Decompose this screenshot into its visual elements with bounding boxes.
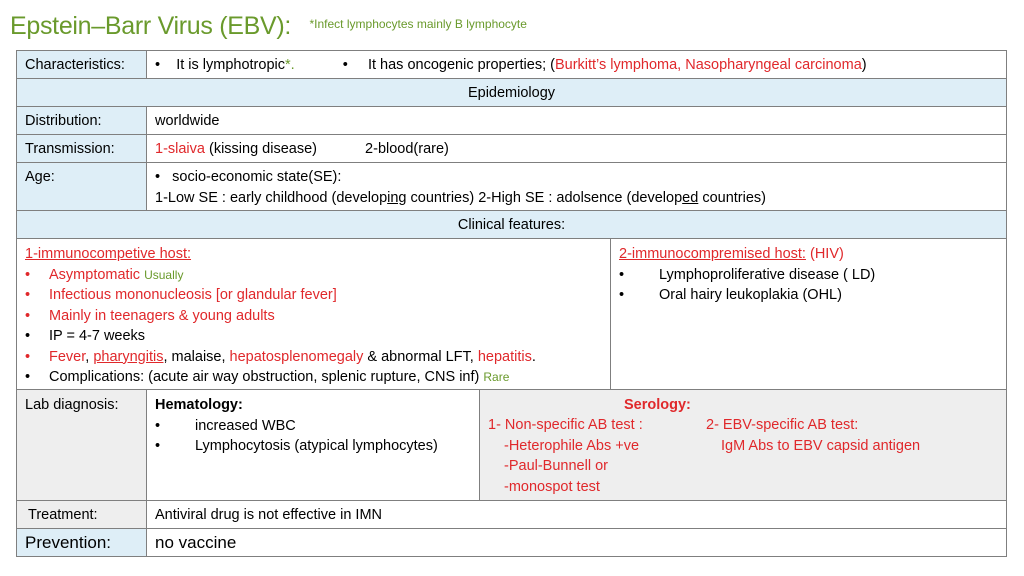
prevention-value: no vaccine bbox=[155, 533, 237, 552]
lymphocytosis-text: Lymphocytosis (atypical lymphocytes) bbox=[195, 438, 438, 454]
fever-text: Fever bbox=[49, 348, 86, 365]
transmission-value bbox=[147, 135, 1006, 162]
row-transmission bbox=[17, 135, 1006, 163]
epidemiology-heading: Epidemiology bbox=[467, 85, 556, 101]
transmission-v2: 2-blood(rare) bbox=[365, 141, 449, 157]
slide-title bbox=[10, 12, 527, 52]
bullet-icon: • bbox=[619, 266, 625, 283]
asymptomatic-text: Asymptomatic bbox=[49, 266, 145, 283]
bullet-icon: • bbox=[25, 287, 31, 303]
bullet-icon: • bbox=[25, 266, 31, 283]
paul-bunnell-text: -Paul-Bunnell or bbox=[504, 458, 608, 474]
age-line2-d: ed bbox=[682, 189, 699, 206]
hepatitis-text: hepatitis bbox=[477, 348, 532, 365]
title-main: Epstein–Barr Virus (EBV): bbox=[10, 12, 292, 40]
increased-text: increased bbox=[195, 417, 262, 434]
immunocompetent-cell bbox=[17, 239, 611, 389]
char-item1: It is lymphotropic bbox=[176, 57, 285, 73]
nonspecific-block bbox=[488, 415, 643, 497]
transmission-v1-rest: (kissing disease) bbox=[204, 141, 317, 157]
row-characteristics bbox=[17, 51, 1006, 79]
heterophile-text: -Heterophile Abs +ve bbox=[504, 437, 640, 454]
bullet-icon: • bbox=[25, 348, 31, 365]
nonspecific-title: 1- Non-specific AB test : bbox=[488, 417, 643, 433]
bullet-icon: • bbox=[25, 307, 31, 324]
row-age bbox=[17, 163, 1006, 211]
immunocompromised-cell bbox=[611, 239, 1006, 389]
info-table bbox=[16, 50, 1007, 557]
char-item2-red: Burkitt’s lymphoma, Nasopharyngeal carcinoma bbox=[554, 57, 862, 73]
characteristics-value bbox=[147, 51, 1006, 78]
igm-text: IgM Abs to EBV capsid antigen bbox=[721, 437, 921, 454]
usually-text: Usually bbox=[144, 267, 184, 282]
bullet-icon: • bbox=[155, 438, 161, 454]
distribution-label: Distribution: bbox=[17, 107, 147, 134]
title-note: *Infect lymphocytes mainly B lymphocyte bbox=[309, 17, 527, 31]
row-treatment bbox=[17, 501, 1006, 529]
wbc-text: WBC bbox=[261, 417, 296, 434]
row-prevention bbox=[17, 529, 1006, 556]
ip-text: IP = 4-7 weeks bbox=[49, 328, 146, 344]
transmission-v1-red: 1-slaiva bbox=[155, 141, 205, 157]
age-line2-a: 1-Low SE : early childhood (develop bbox=[155, 189, 388, 206]
mononucleosis-text: Infectious mononucleosis [or glandular fever] bbox=[49, 287, 337, 303]
serology-title: Serology: bbox=[624, 397, 691, 413]
age-value bbox=[147, 163, 1006, 210]
serology-cell bbox=[480, 390, 1006, 500]
bullet-icon: • bbox=[155, 417, 161, 434]
hematology-cell bbox=[147, 390, 480, 500]
bullet-icon: • bbox=[25, 328, 31, 344]
bullet-icon: • bbox=[155, 57, 161, 73]
age-line2-b: ing bbox=[387, 189, 407, 206]
age-label: Age: bbox=[17, 163, 147, 210]
teenagers-text: Mainly in teenagers & young adults bbox=[49, 307, 275, 324]
treatment-value: Antiviral drug is not effective in IMN bbox=[155, 507, 382, 523]
lft-text: & abnormal LFT, bbox=[363, 348, 478, 365]
hematology-title: Hematology: bbox=[155, 397, 243, 413]
bullet-icon: • bbox=[619, 287, 625, 303]
age-line1: socio-economic state(SE): bbox=[172, 169, 342, 185]
treatment-label: Treatment: bbox=[17, 501, 147, 528]
bullet-icon: • bbox=[155, 169, 161, 185]
hiv-tag: (HIV) bbox=[805, 246, 844, 262]
lab-label: Lab diagnosis: bbox=[17, 390, 147, 500]
distribution-value: worldwide bbox=[155, 113, 220, 129]
row-clinical bbox=[17, 239, 1006, 390]
char-item2-post: ) bbox=[861, 57, 867, 73]
clinical-heading: Clinical features: bbox=[457, 217, 566, 233]
period-text: . bbox=[531, 348, 536, 365]
ohl-text: Oral hairy leukoplakia (OHL) bbox=[659, 287, 842, 303]
characteristics-label: Characteristics: bbox=[17, 51, 147, 78]
row-lab-diagnosis bbox=[17, 390, 1006, 501]
rare-text: Rare bbox=[483, 370, 510, 384]
ld-text: Lymphoproliferative disease ( LD) bbox=[659, 266, 876, 283]
age-line2-c: countries) 2-High SE : adolsence (develop bbox=[406, 189, 683, 206]
hepatosplenomegaly-text: hepatosplenomegaly bbox=[229, 348, 364, 365]
row-distribution bbox=[17, 107, 1006, 135]
specific-block bbox=[706, 415, 920, 456]
complications-text: Complications: (acute air way obstruction, splenic rupture, CNS inf) bbox=[49, 369, 484, 385]
bullet-icon: • bbox=[342, 57, 348, 73]
row-epidemiology bbox=[17, 79, 1006, 107]
immunocompetent-title: 1-immunocompetive host: bbox=[25, 246, 192, 262]
prevention-label: Prevention: bbox=[17, 529, 147, 556]
bullet-icon: • bbox=[25, 369, 31, 385]
malaise-text: , malaise, bbox=[163, 348, 230, 365]
pharyngitis-text: pharyngitis bbox=[93, 348, 164, 365]
char-item1-star: *. bbox=[285, 57, 295, 73]
age-line2-e: countries) bbox=[698, 189, 766, 206]
char-item2-pre: It has oncogenic properties; ( bbox=[367, 57, 555, 73]
sep-text: , bbox=[85, 348, 94, 365]
transmission-label: Transmission: bbox=[17, 135, 147, 162]
specific-title: 2- EBV-specific AB test: bbox=[706, 417, 859, 433]
immunocompromised-title: 2-immunocompremised host: bbox=[619, 246, 806, 262]
row-clinical-heading bbox=[17, 211, 1006, 239]
monospot-text: -monospot test bbox=[504, 478, 600, 495]
